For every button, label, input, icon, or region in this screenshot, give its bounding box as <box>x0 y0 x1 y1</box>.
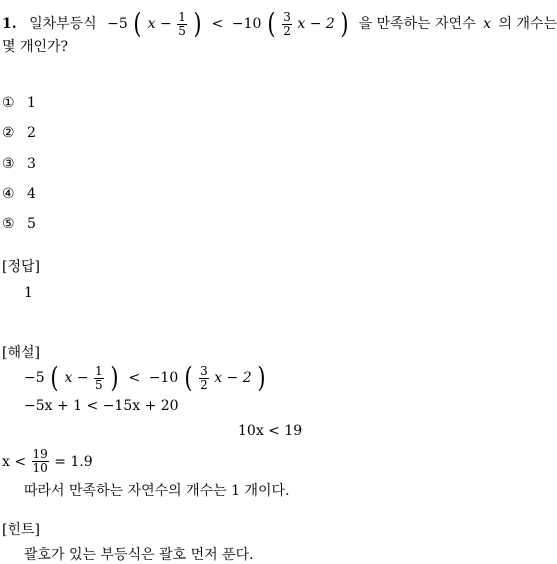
question-rhs-coef: −10 <box>231 16 262 32</box>
choice-value: 3 <box>27 156 36 172</box>
solution-step-4: x < $\frac{19}{10}$ = 1.9 <box>2 447 93 475</box>
question-line-2: 몇 개인가? <box>2 39 69 55</box>
left-paren: ( <box>133 7 142 40</box>
choice-4[interactable] <box>2 185 36 203</box>
choice-value: 2 <box>27 125 36 141</box>
question-var: x <box>483 16 492 32</box>
question-lhs-coef: −5 <box>107 16 128 32</box>
choice-2[interactable] <box>2 124 36 142</box>
solution-conclusion: 따라서 만족하는 자연수의 개수는 1 개이다. <box>24 483 290 499</box>
question-lt: < <box>211 16 224 32</box>
choice-5[interactable] <box>2 215 36 233</box>
choice-value: 4 <box>27 186 36 202</box>
choice-mark: ② <box>2 125 15 141</box>
solution-step-2: −5x + 1 < −15x + 20 <box>24 398 179 414</box>
right-paren: ) <box>193 7 202 40</box>
step1-rhs-fraction: $\frac{3}{2}$ <box>200 363 208 392</box>
left-paren: ( <box>50 361 59 394</box>
answer-value: 1 <box>24 285 33 301</box>
right-paren: ) <box>257 361 266 394</box>
choice-mark: ⑤ <box>2 216 15 232</box>
question-lead: 일차부등식 <box>29 16 97 32</box>
step4-fraction: $\frac{19}{10}$ <box>32 447 48 475</box>
question-rhs-fraction: $\frac{3}{2}$ <box>283 9 291 38</box>
answer-label: [정답] <box>2 259 40 275</box>
right-paren: ) <box>340 7 349 40</box>
solution-step-3: 10x < 19 <box>238 423 303 439</box>
choice-1[interactable] <box>2 94 36 112</box>
choice-value: 5 <box>27 216 36 232</box>
question-lhs-fraction: $\frac{1}{5}$ <box>178 9 186 38</box>
choice-3[interactable] <box>2 155 36 173</box>
question-tail2: 의 개수는 <box>498 16 557 32</box>
step1-lhs-fraction: $\frac{1}{5}$ <box>95 363 103 392</box>
solution-step-1: −5 ( x − $\frac{1}{5}$ ) < −10 ( $\frac{3}{2}$ x − 2 ) <box>24 361 266 394</box>
question-lhs-var: x <box>147 16 156 32</box>
choice-mark: ④ <box>2 186 15 202</box>
left-paren: ( <box>184 361 193 394</box>
question-rhs-tail: x − 2 <box>297 16 335 32</box>
left-paren: ( <box>267 7 276 40</box>
question-tail: 을 만족하는 자연수 <box>358 16 476 32</box>
hint-text: 괄호가 있는 부등식은 괄호 먼저 푼다. <box>24 547 254 563</box>
choice-value: 1 <box>27 95 36 111</box>
hint-label: [힌트] <box>2 522 40 538</box>
question-lhs-minus: − <box>160 16 172 32</box>
question-line-1 <box>2 7 557 40</box>
right-paren: ) <box>110 361 119 394</box>
solution-label: [해설] <box>2 345 40 361</box>
question-number: 1. <box>2 16 17 32</box>
choice-mark: ① <box>2 95 15 111</box>
choice-mark: ③ <box>2 156 15 172</box>
